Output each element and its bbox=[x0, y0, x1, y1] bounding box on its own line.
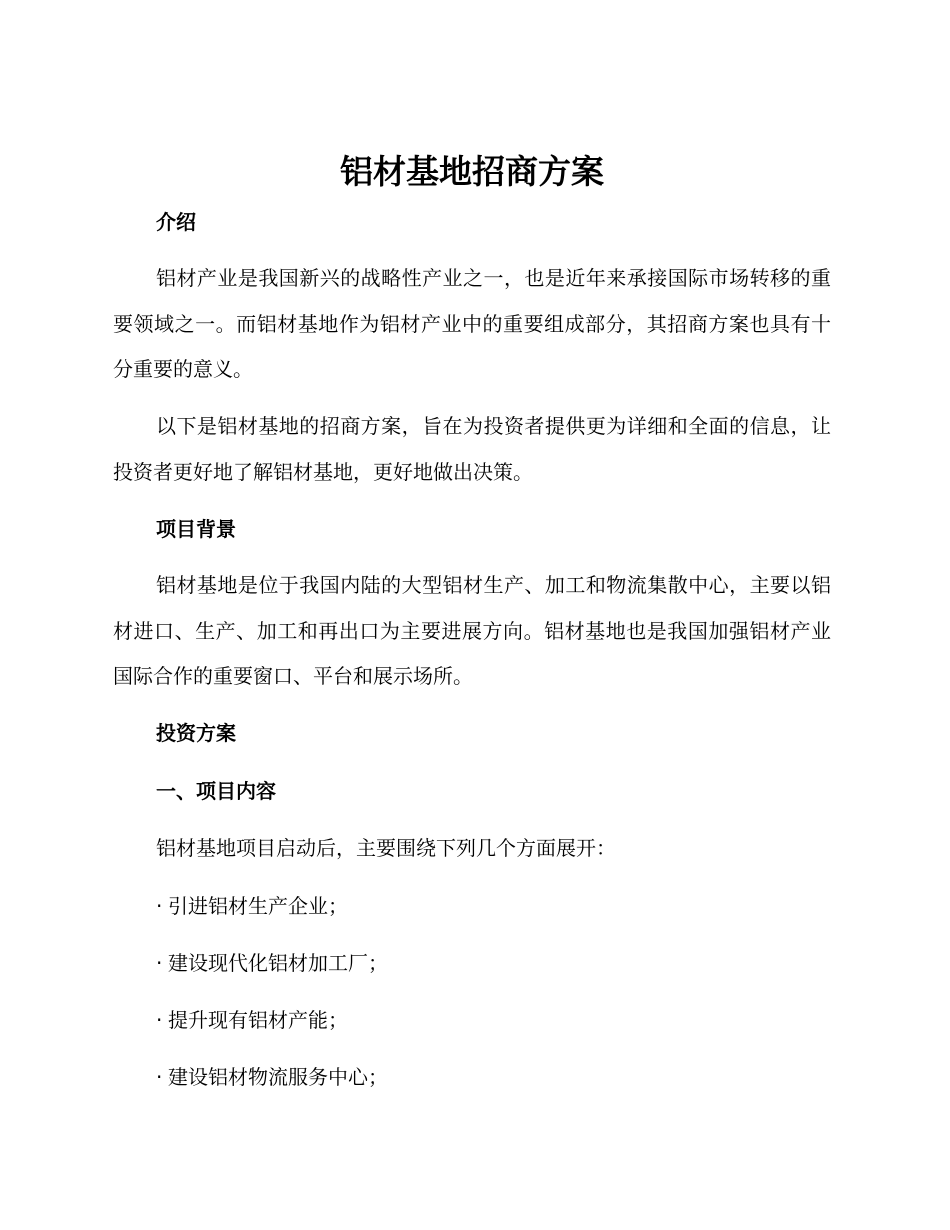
section-heading-intro: 介绍 bbox=[156, 210, 196, 234]
content-intro-text: 铝材基地项目启动后，主要围绕下列几个方面展开： bbox=[156, 836, 616, 860]
background-paragraph: 铝材基地是位于我国内陆的大型铝材生产、加工和物流集散中心，主要以铝材进口、生产、加工和再出口为主要进展方向。铝材基地也是我国加强铝材产业国际合作的重要窗口、平台和展示场所。 bbox=[113, 573, 831, 688]
section-heading-investment: 投资方案 bbox=[156, 721, 236, 745]
list-item bbox=[156, 949, 388, 977]
list-item bbox=[156, 892, 348, 920]
list-item-text: 建设铝材物流服务中心； bbox=[168, 1065, 388, 1089]
list-item-text: 引进铝材生产企业； bbox=[168, 894, 348, 918]
list-item bbox=[156, 1063, 388, 1091]
list-item-text: 提升现有铝材产能； bbox=[168, 1008, 348, 1032]
bullet-marker: · bbox=[156, 1008, 163, 1032]
subsection-heading-content: 一、项目内容 bbox=[156, 779, 276, 803]
bullet-marker: · bbox=[156, 951, 163, 975]
intro-paragraph-1: 铝材产业是我国新兴的战略性产业之一，也是近年来承接国际市场转移的重要领域之一。而铝材基地作为铝材产业中的重要组成部分，其招商方案也具有十分重要的意义。 bbox=[113, 266, 831, 381]
list-item bbox=[156, 1006, 348, 1034]
intro-paragraph-2: 以下是铝材基地的招商方案，旨在为投资者提供更为详细和全面的信息，让投资者更好地了解铝材基地，更好地做出决策。 bbox=[113, 414, 831, 484]
section-heading-background: 项目背景 bbox=[156, 517, 236, 541]
bullet-marker: · bbox=[156, 1065, 163, 1089]
bullet-marker: · bbox=[156, 894, 163, 918]
document-title: 铝材基地招商方案 bbox=[340, 152, 604, 191]
list-item-text: 建设现代化铝材加工厂； bbox=[168, 951, 388, 975]
